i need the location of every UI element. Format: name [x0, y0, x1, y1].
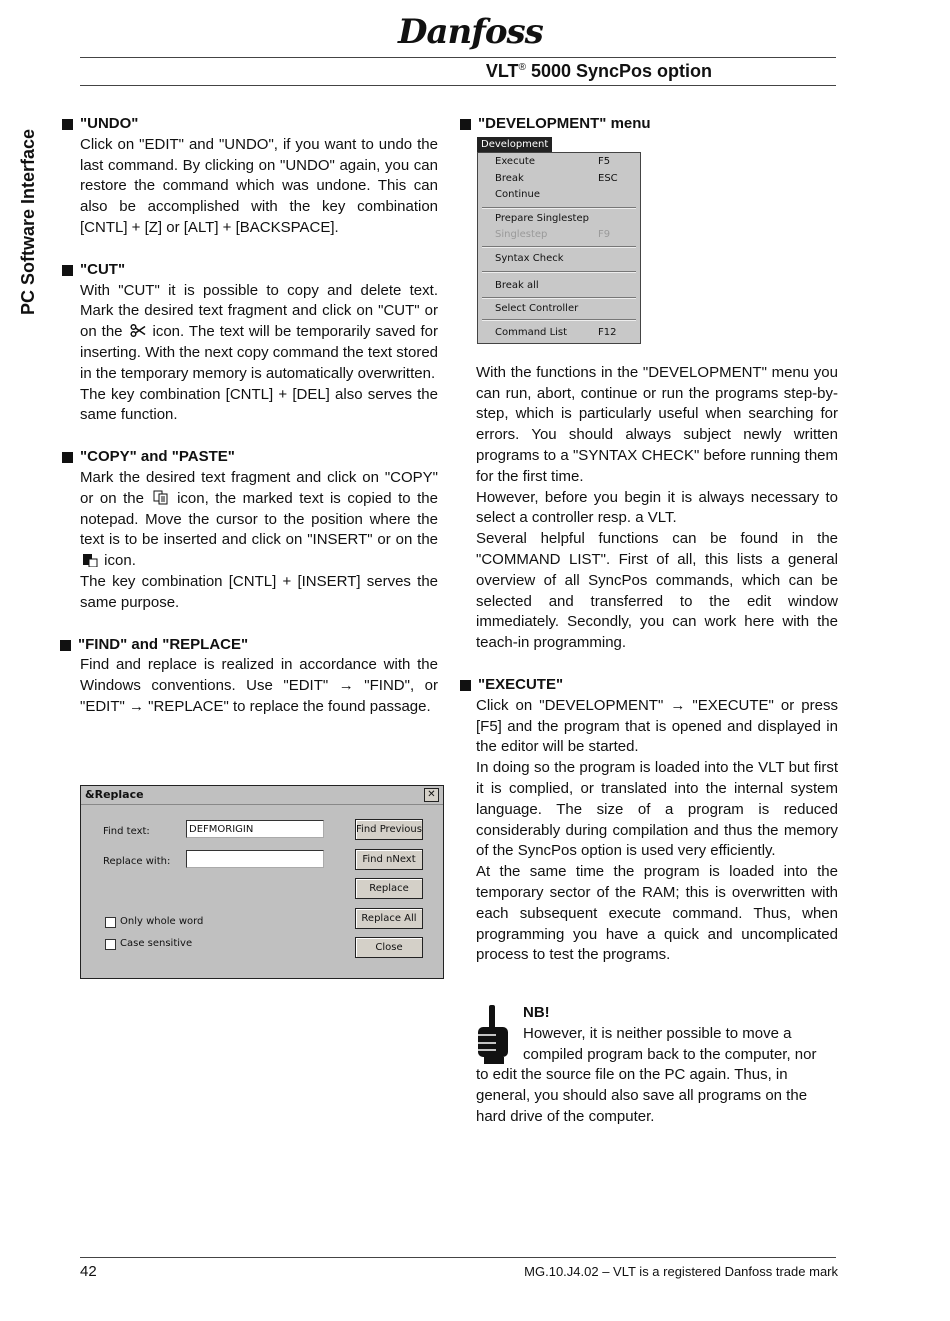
- replace-with-label: Replace with:: [103, 856, 171, 867]
- development-text-2: However, before you begin it is always necessary to select a controller resp. a VLT.: [476, 488, 838, 527]
- find-next-button[interactable]: Find nNext: [355, 849, 423, 870]
- copy-icon: [153, 490, 169, 505]
- menu-key-break: ESC: [598, 173, 618, 184]
- scissors-icon: [130, 323, 146, 338]
- close-button[interactable]: Close: [355, 937, 423, 958]
- execute-text-2: In doing so the program is loaded into the VLT but first it is complied, or translated into the internal system language. The size of a program is reduced considerably during compilation and thus the memory of the SyncPos option is used very efficiently.: [476, 759, 838, 860]
- replace-dialog-titlebar: &Replace ✕: [81, 786, 443, 805]
- dialog-app-icon: &: [85, 788, 95, 801]
- copy-paste-text-keys: The key combination [CNTL] + [INSERT] serves the same purpose.: [80, 572, 438, 611]
- menu-separator: [482, 297, 636, 299]
- development-menu-bar[interactable]: Development: [477, 137, 552, 152]
- execute-section: [458, 675, 838, 966]
- development-menu-panel: [477, 152, 641, 344]
- undo-text: Click on "EDIT" and "UNDO", if you want to undo the last command. By clicking on "UNDO" again, you can restore the command which was undone. This can also be accomplished with the key combination [CNTL] + [Z] or [ALT] + [BACKSPACE].: [80, 135, 438, 236]
- whole-word-checkbox[interactable]: [105, 917, 116, 928]
- menu-item-syntax-check[interactable]: Syntax Check: [495, 253, 564, 264]
- replace-with-input[interactable]: [186, 850, 324, 868]
- find-previous-button[interactable]: Find Previous: [355, 819, 423, 840]
- development-text-3: Several helpful functions can be found in the "COMMAND LIST". First of all, this lists a general overview of all SyncPos commands, which can be selected and transferred to the edit window immediately. Secondly, you can work here with the teach-in programming.: [476, 530, 838, 652]
- menu-item-continue[interactable]: Continue: [495, 189, 540, 200]
- undo-section: [60, 114, 438, 239]
- menu-item-execute[interactable]: Execute: [495, 156, 535, 167]
- menu-item-prepare-singlestep[interactable]: Prepare Singlestep: [495, 213, 589, 224]
- development-menu: [477, 137, 641, 343]
- menu-key-singlestep: F9: [598, 229, 611, 240]
- copy-paste-text: Mark the desired text fragment and click on "COPY" or on the icon, the marked text is copied to the notepad. Move the cursor to the position where the text is to be inserted and click on "INSERT" or on the icon.: [80, 468, 438, 570]
- menu-item-select-controller[interactable]: Select Controller: [495, 303, 579, 314]
- nb-heading: NB!: [523, 1004, 550, 1021]
- execute-text-3: At the same time the program is loaded into the temporary sector of the RAM; this is overwritten with each subsequent execute command. Thus, when programming you have a quick and uncomplicated process to test the programs.: [476, 863, 838, 964]
- find-replace-section: [60, 635, 438, 718]
- case-sensitive-checkbox[interactable]: [105, 939, 116, 950]
- footer-reference: MG.10.J4.02 – VLT is a registered Danfoss trade mark: [524, 1264, 838, 1279]
- execute-heading: "EXECUTE": [458, 675, 838, 696]
- undo-heading: "UNDO": [60, 114, 438, 135]
- replace-dialog: [80, 785, 444, 979]
- find-replace-heading: "FIND" and "REPLACE": [60, 635, 438, 656]
- menu-item-break[interactable]: Break: [495, 173, 524, 184]
- menu-item-break-all[interactable]: Break all: [495, 280, 539, 291]
- menu-key-command-list: F12: [598, 327, 617, 338]
- paste-icon: [82, 552, 98, 567]
- danfoss-logo: Danfoss: [398, 12, 543, 52]
- copy-paste-heading: "COPY" and "PASTE": [60, 447, 438, 468]
- find-replace-text: Find and replace is realized in accordance with the Windows conventions. Use "EDIT" → "FIND", or "EDIT" → "REPLACE" to replace the found passage.: [80, 656, 438, 715]
- menu-separator: [482, 207, 636, 209]
- nb-text-indented: However, it is neither possible to move a compiled program back to the computer, nor: [523, 1024, 817, 1063]
- menu-key-execute: F5: [598, 156, 611, 167]
- development-text-1: With the functions in the "DEVELOPMENT" menu you can run, abort, continue or run the programs step-by-step, which is particularly useful when searching for errors. You should always subject newly written programs to a "SYNTAX CHECK" before running them for the first time.: [476, 363, 838, 485]
- execute-text-1: Click on "DEVELOPMENT" → "EXECUTE" or press [F5] and the program that is opened and displayed in the editor will be started.: [476, 696, 838, 756]
- menu-item-command-list[interactable]: Command List: [495, 327, 568, 338]
- footer-rule: [80, 1257, 836, 1258]
- menu-separator: [482, 271, 636, 273]
- development-heading: "DEVELOPMENT" menu: [458, 114, 838, 135]
- menu-separator: [482, 246, 636, 248]
- nb-text: to edit the source file on the PC again. Thus, in general, you should also save all programs on the hard drive of the computer.: [476, 1066, 808, 1125]
- case-sensitive-label: Case sensitive: [120, 938, 193, 949]
- title-rule: [80, 85, 836, 86]
- left-column: [60, 114, 438, 739]
- find-text-input[interactable]: DEFMORIGIN: [186, 820, 324, 838]
- menu-separator: [482, 319, 636, 321]
- side-section-label: PC Software Interface: [18, 128, 38, 315]
- replace-button[interactable]: Replace: [355, 878, 423, 899]
- nb-note: [476, 1003, 838, 1128]
- cut-section: [60, 260, 438, 426]
- close-icon[interactable]: ✕: [424, 788, 439, 802]
- document-title: VLT® 5000 SyncPos option: [485, 61, 712, 81]
- whole-word-label: Only whole word: [120, 916, 204, 927]
- cut-text: With "CUT" it is possible to copy and delete text. Mark the desired text fragment and click on "CUT" or on the icon. The text will be temporarily saved for inserting. With the next copy command the text stored in the temporary memory is automatically overwritten.: [80, 281, 438, 382]
- header-rule: [80, 57, 836, 58]
- menu-item-singlestep: Singlestep: [495, 229, 548, 240]
- cut-text-keys: The key combination [CNTL] + [DEL] also serves the same function.: [80, 385, 438, 424]
- replace-all-button[interactable]: Replace All: [355, 908, 423, 929]
- cut-heading: "CUT": [60, 260, 438, 281]
- page-number: 42: [80, 1263, 97, 1280]
- copy-paste-section: [60, 447, 438, 613]
- find-text-label: Find text:: [103, 826, 150, 837]
